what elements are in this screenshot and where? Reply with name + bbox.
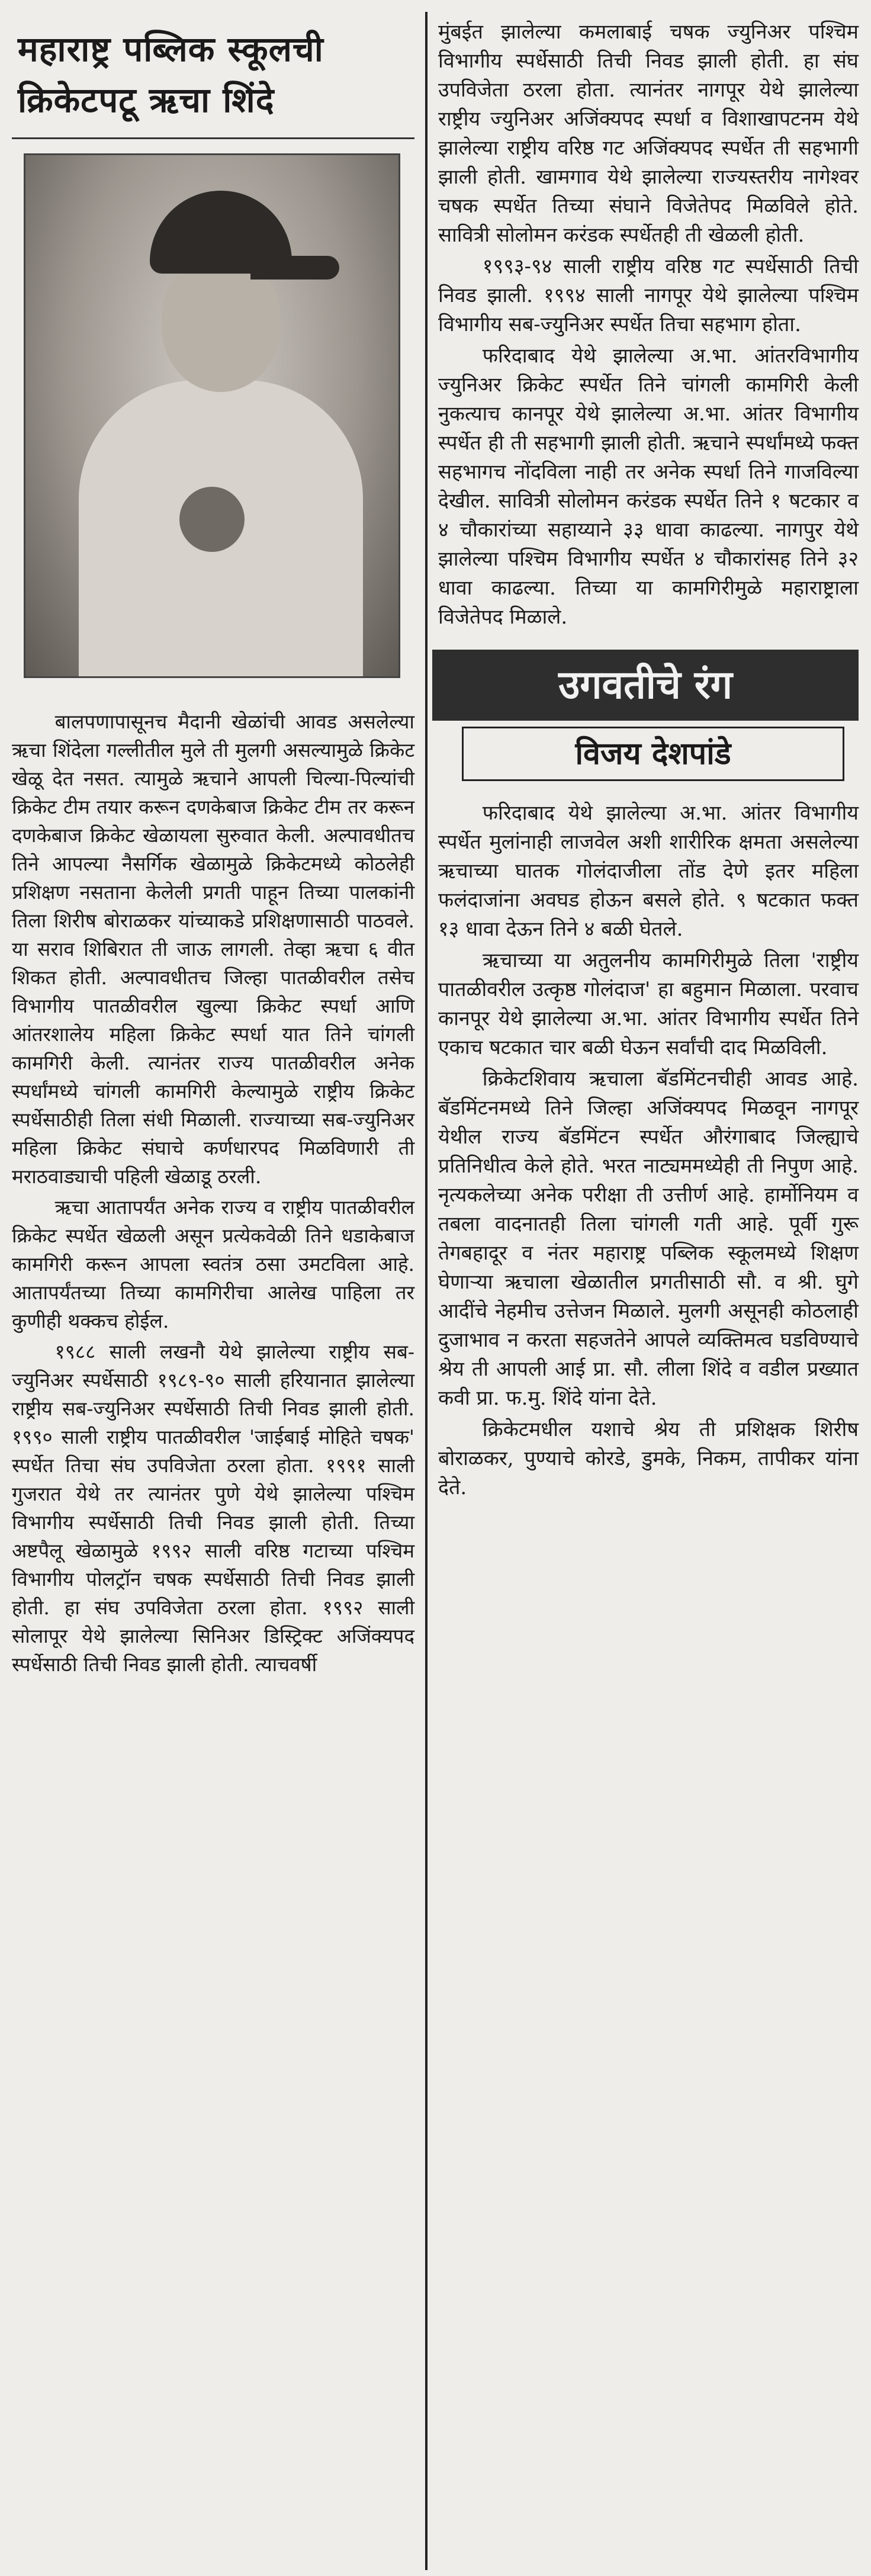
article-paragraph: क्रिकेटमधील यशाचे श्रेय ती प्रशिक्षक शिरीष बोराळकर, पुण्याचे कोरडे, डुमके, निकम, तापीकर यांना देते. bbox=[438, 1418, 859, 1499]
headline-rule bbox=[12, 137, 414, 139]
headline-line-1: महाराष्ट्र पब्लिक स्कूलची bbox=[18, 29, 324, 69]
headline-line-2: क्रिकेटपटू ऋचा शिंदे bbox=[18, 80, 275, 120]
article-paragraph: १९८८ साली लखनौ येथे झालेल्या राष्ट्रीय सब-ज्युनिअर स्पर्धेसाठी १९८९-९० साली हरियानात झालेल्या राष्ट्रीय सब-ज्युनिअर स्पर्धेसाठी तिची निवड झाली होती. १९९० साली राष्ट्रीय पातळीवरील 'जाईबाई मोहिते चषक' स्पर्धेत तिचा संघ उपविजेता ठरला होता. १९९१ साली गुजरात येथे तर त्यानंतर पुणे येथे झालेल्या पश्चिम विभागीय स्पर्धेसाठी तिची निवड झाली होती. तिच्या अष्टपैलू खेळामुळे १९९२ साली वरिष्ठ गटाच्या पश्चिम विभागीय पोलट्रॉन चषक स्पर्धेसाठी तिची निवड झाली होती. हा संघ उपविजेता ठरला होता. १९९२ साली सोलापूर येथे झालेल्या सिनिअर डिस्ट्रिक्ट अजिंक्यपद स्पर्धेसाठी तिची निवड झाली होती. त्याचवर्षी bbox=[12, 1340, 414, 1676]
article-paragraph: क्रिकेटशिवाय ऋचाला बॅडमिंटनचीही आवड आहे. बॅडमिंटनमध्ये तिने जिल्हा अजिंक्यपद मिळवून नागपूर येथील राज्य बॅडमिंटन स्पर्धेत औरंगाबाद जिल्ह्याचे प्रतिनिधीत्व केले होते. भरत नाट्यममध्येही ती निपुण आहे. नृत्यकलेच्या अनेक परीक्षा ती उत्तीर्ण आहे. हार्मोनियम व तबला वादनातही तिला चांगली गती आहे. पूर्वी गुरू तेगबहादूर व नंतर महाराष्ट्र पब्लिक स्कूलमध्ये शिक्षण घेणाऱ्या ऋचाला खेळातील प्रगतीसाठी सौ. व श्री. घुगे आदींचे नेहमीच उत्तेजन मिळाले. मुलगी असूनही कोठलाही दुजाभाव न करता सहजतेने आपले व्यक्तिमत्व घडविण्याचे श्रेय ती आपली आई प्रा. सौ. लीला शिंदे व वडील प्रख्यात कवी प्रा. फ.मु. शिंदे यांना देते. bbox=[438, 1067, 859, 1410]
article-paragraph: मुंबईत झालेल्या कमलाबाई चषक ज्युनिअर पश्चिम विभागीय स्पर्धेसाठी तिची निवड झाली होती. हा संघ उपविजेता ठरला होता. त्यानंतर नागपूर येथे झालेल्या राष्ट्रीय ज्युनिअर अजिंक्यपद स्पर्धा व विशाखापटनम येथे झालेल्या राष्ट्रीय वरिष्ठ गट अजिंक्यपद स्पर्धेत ती सहभागी झाली होती. खामगाव येथे झालेल्या राज्यस्तरीय नागेश्वर चषक स्पर्धेत तिच्या संघाने विजेतेपद मिळविले होते. सावित्री सोलोमन करंडक स्पर्धेतही ती खेळली होती. bbox=[438, 20, 859, 247]
article-paragraph: ऋचा आतापर्यंत अनेक राज्य व राष्ट्रीय पातळीवरील क्रिकेट स्पर्धेत खेळली असून प्रत्येकवेळी तिने धडाकेबाज कामगिरी करून आपला स्वतंत्र ठसा उमटविला आहे. आतापर्यंतच्या तिच्या कामगिरीचा आलेख पाहिला तर कुणीही थक्कच होईल. bbox=[12, 1196, 414, 1332]
column-divider bbox=[425, 12, 428, 2570]
column-banner: उगवतीचे रंग bbox=[432, 650, 859, 721]
article-paragraph: बालपणापासूनच मैदानी खेळांची आवड असलेल्या ऋचा शिंदेला गल्लीतील मुले ती मुलगी असल्यामुळे क्रिकेट खेळू देत नसत. त्यामुळे ऋचाने आपली चिल्या-पिल्यांची क्रिकेट टीम तयार करून दणकेबाज क्रिकेट टीम तर करून दणकेबाज क्रिकेट खेळायला सुरुवात केली. अल्पावधीतच तिने आपल्या नैसर्गिक खेळामुळे क्रिकेटमध्ये कोठलेही प्रशिक्षण नसताना केलेली प्रगती पाहून तिच्या पालकांनी तिला शिरीष बोराळकर यांच्याकडे प्रशिक्षणासाठी पाठवले. या सराव शिबिरात ती जाऊ लागली. तेव्हा ऋचा ६ वीत शिकत होती. अल्पावधीतच जिल्हा पातळीवरील तसेच विभागीय पातळीवरील खुल्या क्रिकेट स्पर्धा आणि आंतरशालेय महिला क्रिकेट स्पर्धा यात तिने चांगली कामगिरी केली. त्यानंतर राज्य पातळीवरील अनेक स्पर्धांमध्ये चांगली कामगिरी केल्यामुळे राष्ट्रीय क्रिकेट स्पर्धेसाठीही तिला संधी मिळाली. राज्याच्या सब-ज्युनिअर महिला क्रिकेट संघाचे कर्णधारपद मिळविणारी ती मराठवाड्याची पहिली खेळाडू ठरली. bbox=[12, 710, 414, 1188]
headline bbox=[18, 24, 414, 126]
player-photo bbox=[24, 153, 400, 678]
article-paragraph: १९९३-९४ साली राष्ट्रीय वरिष्ठ गट स्पर्धेसाठी तिची निवड झाली. १९९४ साली नागपूर येथे झालेल्या पश्चिम विभागीय सब-ज्युनिअर स्पर्धेत तिचा सहभाग होता. bbox=[438, 255, 859, 336]
article-paragraph: फरिदाबाद येथे झालेल्या अ.भा. आंतरविभागीय ज्युनिअर क्रिकेट स्पर्धेत तिने चांगली कामगिरी केली नुकत्याच कानपूर येथे झालेल्या अ.भा. आंतर विभागीय स्पर्धेत ही ती सहभागी झाली होती. ऋचाने स्पर्धांमध्ये फक्त सहभागच नोंदविला नाही तर अनेक स्पर्धा तिने गाजविल्या देखील. सावित्री सोलोमन करंडक स्पर्धेत तिने १ षटकार व ४ चौकारांच्या सहाय्याने ३३ धावा काढल्या. नागपुर येथे झालेल्या पश्चिम विभागीय स्पर्धेत ४ चौकारांसह तिने ३२ धावा काढल्या. तिच्या या कामगिरीमुळे महाराष्ट्राला विजेतेपद मिळाले. bbox=[438, 344, 859, 629]
right-column bbox=[438, 18, 859, 2564]
article-paragraph: फरिदाबाद येथे झालेल्या अ.भा. आंतर विभागीय स्पर्धेत मुलांनाही लाजवेल अशी शारीरिक क्षमता असलेल्या ऋचाच्या घातक गोलंदाजीला तोंड देणे इतर महिला फलंदाजांना अवघड होऊन बसले होते. ९ षटकात फक्त १३ धावा देऊन तिने ४ बळी घेतले. bbox=[438, 801, 859, 941]
left-column bbox=[12, 24, 414, 2564]
article-paragraph: ऋचाच्या या अतुलनीय कामगिरीमुळे तिला 'राष्ट्रीय पातळीवरील उत्कृष्ठ गोलंदाज' हा बहुमान मिळाला. परवाच कानपूर येथे झालेल्या अ.भा. आंतर विभागीय स्पर्धेत तिने एकाच षटकात चार बळी घेऊन सर्वांची दाद मिळविली. bbox=[438, 949, 859, 1059]
author-byline: विजय देशपांडे bbox=[462, 727, 844, 781]
